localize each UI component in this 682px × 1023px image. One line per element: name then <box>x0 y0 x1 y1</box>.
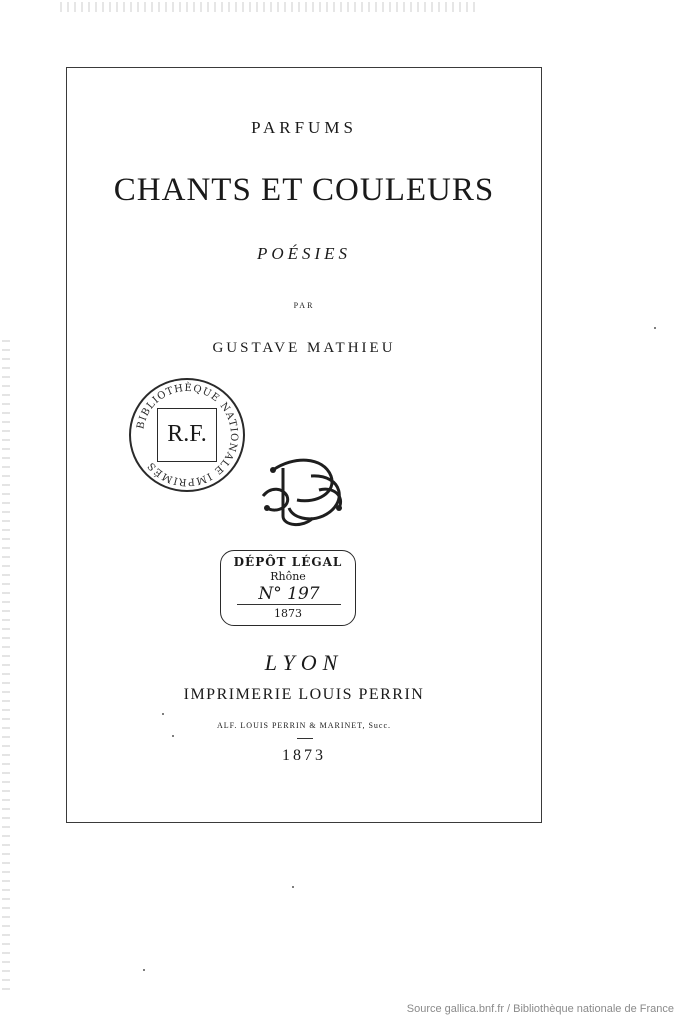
depot-place: Rhône <box>270 570 306 583</box>
ink-speck <box>292 886 294 888</box>
source-attribution: Source gallica.bnf.fr / Bibliothèque nationale de France <box>406 1003 674 1015</box>
depot-title: DÉPÔT LÉGAL <box>233 555 343 569</box>
ink-speck <box>654 327 656 329</box>
printer-successors: ALF. LOUIS PERRIN & MARINET, Succ. <box>216 721 392 730</box>
title-line-1: PARFUMS <box>251 118 357 137</box>
printer-monogram-icon <box>253 456 357 530</box>
by-label: PAR <box>293 301 315 310</box>
ink-speck <box>162 713 164 715</box>
stamp-ring-textpath: BIBLIOTHÈQUE NATIONALE IMPRIMÉS <box>135 382 240 488</box>
printer-name: IMPRIMERIE LOUIS PERRIN <box>183 686 425 703</box>
ink-speck <box>172 735 174 737</box>
scan-edge-left <box>2 340 10 990</box>
depot-year: 1873 <box>274 607 302 620</box>
divider-rule <box>297 738 313 739</box>
ink-speck <box>143 969 145 971</box>
city-name: LYON <box>264 650 344 675</box>
publication-year: 1873 <box>282 747 326 764</box>
depot-legal-stamp <box>220 550 356 626</box>
genre-label: POÉSIES <box>256 244 352 263</box>
bibliotheque-nationale-stamp <box>129 378 245 492</box>
stamp-center: R.F. <box>157 408 217 462</box>
title-page-frame <box>66 67 542 823</box>
author-name: GUSTAVE MATHIEU <box>212 340 396 356</box>
depot-number: N° 197 <box>237 584 341 605</box>
title-line-2: CHANTS ET COULEURS <box>113 172 495 208</box>
scan-edge-top <box>60 2 480 12</box>
